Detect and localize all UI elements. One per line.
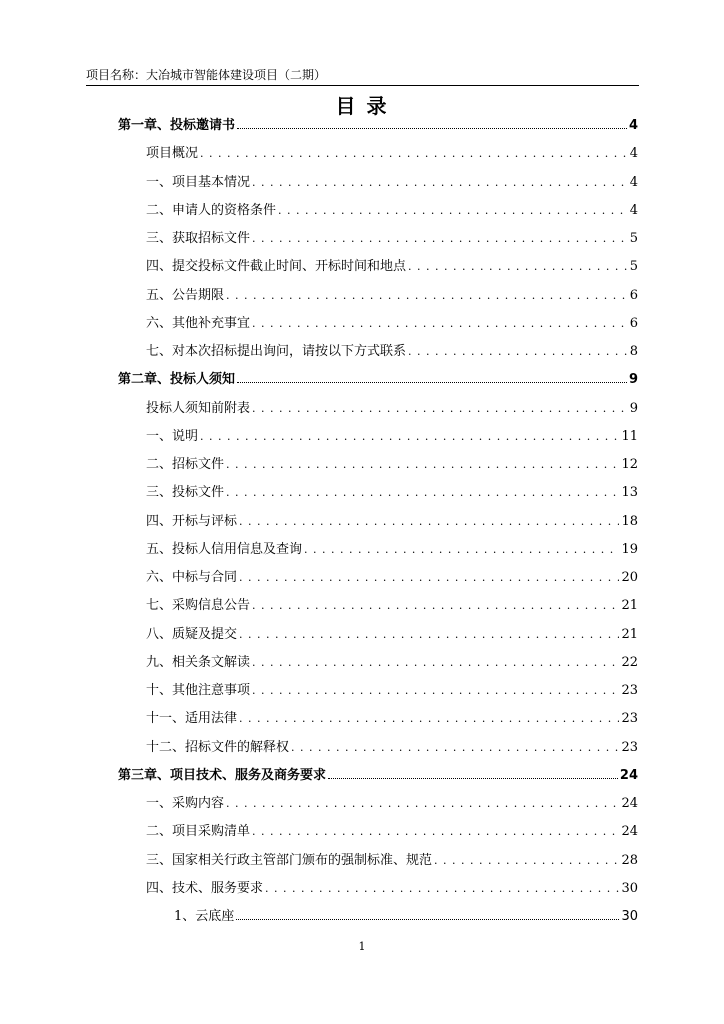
toc-entry-page: 23 (621, 711, 638, 726)
toc-entry-page: 5 (629, 231, 638, 246)
toc-entry-label: 1、云底座 (174, 909, 235, 924)
toc-entry-label: 项目概况 (146, 146, 199, 161)
toc-entry-page: 4 (629, 175, 638, 190)
toc-entry-page: 24 (621, 824, 638, 839)
toc-dot-leader (408, 342, 628, 362)
toc-entry-label: 十、其他注意事项 (146, 683, 251, 698)
toc-entry-label: 二、招标文件 (146, 457, 225, 472)
toc-entry-label: 四、开标与评标 (146, 514, 238, 529)
toc-entry-page: 24 (619, 768, 638, 783)
toc-entry[interactable] (146, 483, 638, 503)
toc-entry[interactable] (146, 455, 638, 475)
toc-entry[interactable] (146, 173, 638, 193)
toc-entry-page: 6 (629, 288, 638, 303)
toc-entry[interactable] (118, 116, 638, 136)
toc-entry-page: 12 (621, 457, 638, 472)
toc-entry-page: 21 (621, 598, 638, 613)
toc-entry-page: 18 (621, 514, 638, 529)
toc-dot-leader (237, 119, 627, 129)
toc-entry-label: 三、投标文件 (146, 485, 225, 500)
toc-dot-leader (304, 540, 619, 560)
toc-entry-page: 13 (621, 485, 638, 500)
toc-dot-leader (252, 173, 628, 193)
toc-entry-label: 三、获取招标文件 (146, 231, 251, 246)
toc-dot-leader (252, 681, 619, 701)
toc-entry-page: 24 (621, 796, 638, 811)
toc-entry-label: 第二章、投标人须知 (118, 372, 236, 387)
toc-entry[interactable] (146, 851, 638, 871)
toc-dot-leader (278, 201, 628, 221)
toc-dot-leader (291, 738, 619, 758)
toc-dot-leader (226, 794, 619, 814)
toc-dot-leader (239, 709, 619, 729)
toc-entry-label: 六、其他补充事宜 (146, 316, 251, 331)
toc-entry[interactable] (146, 822, 638, 842)
toc-dot-leader (252, 653, 619, 673)
toc-entry[interactable] (146, 286, 638, 306)
toc-dot-leader (237, 373, 627, 383)
toc-dot-leader (236, 910, 619, 920)
toc-entry[interactable] (146, 568, 638, 588)
toc-entry[interactable] (146, 144, 638, 164)
toc-entry[interactable] (146, 229, 638, 249)
toc-dot-leader (200, 144, 628, 164)
toc-dot-leader (408, 257, 628, 277)
toc-entry-label: 九、相关条文解读 (146, 655, 251, 670)
toc-dot-leader (226, 483, 619, 503)
toc-entry-page: 30 (621, 881, 638, 896)
toc-entry-page: 23 (621, 740, 638, 755)
toc-dot-leader (434, 851, 619, 871)
toc-entry-label: 一、项目基本情况 (146, 175, 251, 190)
toc-entry[interactable] (146, 653, 638, 673)
toc-entry-page: 9 (628, 372, 638, 387)
toc-entry-label: 十一、适用法律 (146, 711, 238, 726)
page-number: 1 (358, 940, 366, 953)
toc-dot-leader (252, 596, 619, 616)
toc-entry-label: 四、技术、服务要求 (146, 881, 264, 896)
toc-entry[interactable] (146, 596, 638, 616)
toc-entry[interactable] (146, 625, 638, 645)
toc-entry-page: 4 (629, 203, 638, 218)
toc-dot-leader (239, 625, 619, 645)
toc-dot-leader (252, 399, 628, 419)
toc-entry[interactable] (146, 427, 638, 447)
toc-entry[interactable] (146, 399, 638, 419)
toc-entry[interactable] (118, 370, 638, 390)
toc-dot-leader (239, 512, 619, 532)
toc-entry-label: 七、采购信息公告 (146, 598, 251, 613)
toc-dot-leader (328, 769, 618, 779)
toc-dot-leader (200, 427, 619, 447)
toc-entry-label: 三、国家相关行政主管部门颁布的强制标准、规范 (146, 853, 433, 868)
toc-entry[interactable] (146, 879, 638, 899)
toc-entry-label: 投标人须知前附表 (146, 401, 251, 416)
toc-entry-label: 六、中标与合同 (146, 570, 238, 585)
toc-entry-page: 22 (621, 655, 638, 670)
toc-entry-label: 二、项目采购清单 (146, 824, 251, 839)
toc-entry[interactable] (146, 794, 638, 814)
toc-entry[interactable] (146, 681, 638, 701)
toc-entry[interactable] (146, 540, 638, 560)
toc-entry-page: 30 (621, 909, 638, 924)
toc-entry-page: 28 (621, 853, 638, 868)
toc-dot-leader (226, 286, 628, 306)
toc-entry-page: 8 (629, 344, 638, 359)
toc-entry-label: 第三章、项目技术、服务及商务要求 (118, 768, 327, 783)
toc-entry-label: 五、公告期限 (146, 288, 225, 303)
toc-entry-page: 21 (621, 627, 638, 642)
toc-entry-label: 十二、招标文件的解释权 (146, 740, 290, 755)
toc-entry-page: 4 (629, 146, 638, 161)
toc-entry[interactable] (146, 201, 638, 221)
toc-entry-label: 二、申请人的资格条件 (146, 203, 277, 218)
toc-entry-label: 一、说明 (146, 429, 199, 444)
toc-entry-label: 第一章、投标邀请书 (118, 118, 236, 133)
document-header: 项目名称：大冶城市智能体建设项目（二期） (86, 67, 639, 86)
toc-entry-label: 一、采购内容 (146, 796, 225, 811)
toc-entry[interactable] (146, 512, 638, 532)
toc-entry[interactable] (118, 766, 638, 786)
toc-entry-page: 4 (628, 118, 638, 133)
toc-dot-leader (265, 879, 619, 899)
toc-title-text: 目 录 (335, 94, 389, 118)
toc-entry-page: 6 (629, 316, 638, 331)
toc-entry-page: 5 (629, 259, 638, 274)
toc-entry-page: 9 (629, 401, 638, 416)
toc-entry-page: 23 (621, 683, 638, 698)
toc-entry-label: 七、对本次招标提出询问，请按以下方式联系 (146, 344, 407, 359)
toc-entry-label: 五、投标人信用信息及查询 (146, 542, 303, 557)
toc-entry-page: 20 (621, 570, 638, 585)
toc-entry-label: 四、提交投标文件截止时间、开标时间和地点 (146, 259, 407, 274)
toc-entry[interactable] (146, 738, 638, 758)
toc-dot-leader (226, 455, 619, 475)
toc-entry[interactable] (146, 342, 638, 362)
toc-entry[interactable] (146, 709, 638, 729)
toc-entry[interactable] (174, 907, 638, 927)
toc-dot-leader (252, 314, 628, 334)
toc-dot-leader (252, 822, 619, 842)
toc-entry-page: 11 (621, 429, 638, 444)
toc-dot-leader (239, 568, 619, 588)
toc-entry[interactable] (146, 314, 638, 334)
toc-dot-leader (252, 229, 628, 249)
toc-entry[interactable] (146, 257, 638, 277)
toc-entry-label: 八、质疑及提交 (146, 627, 238, 642)
toc-entry-page: 19 (621, 542, 638, 557)
